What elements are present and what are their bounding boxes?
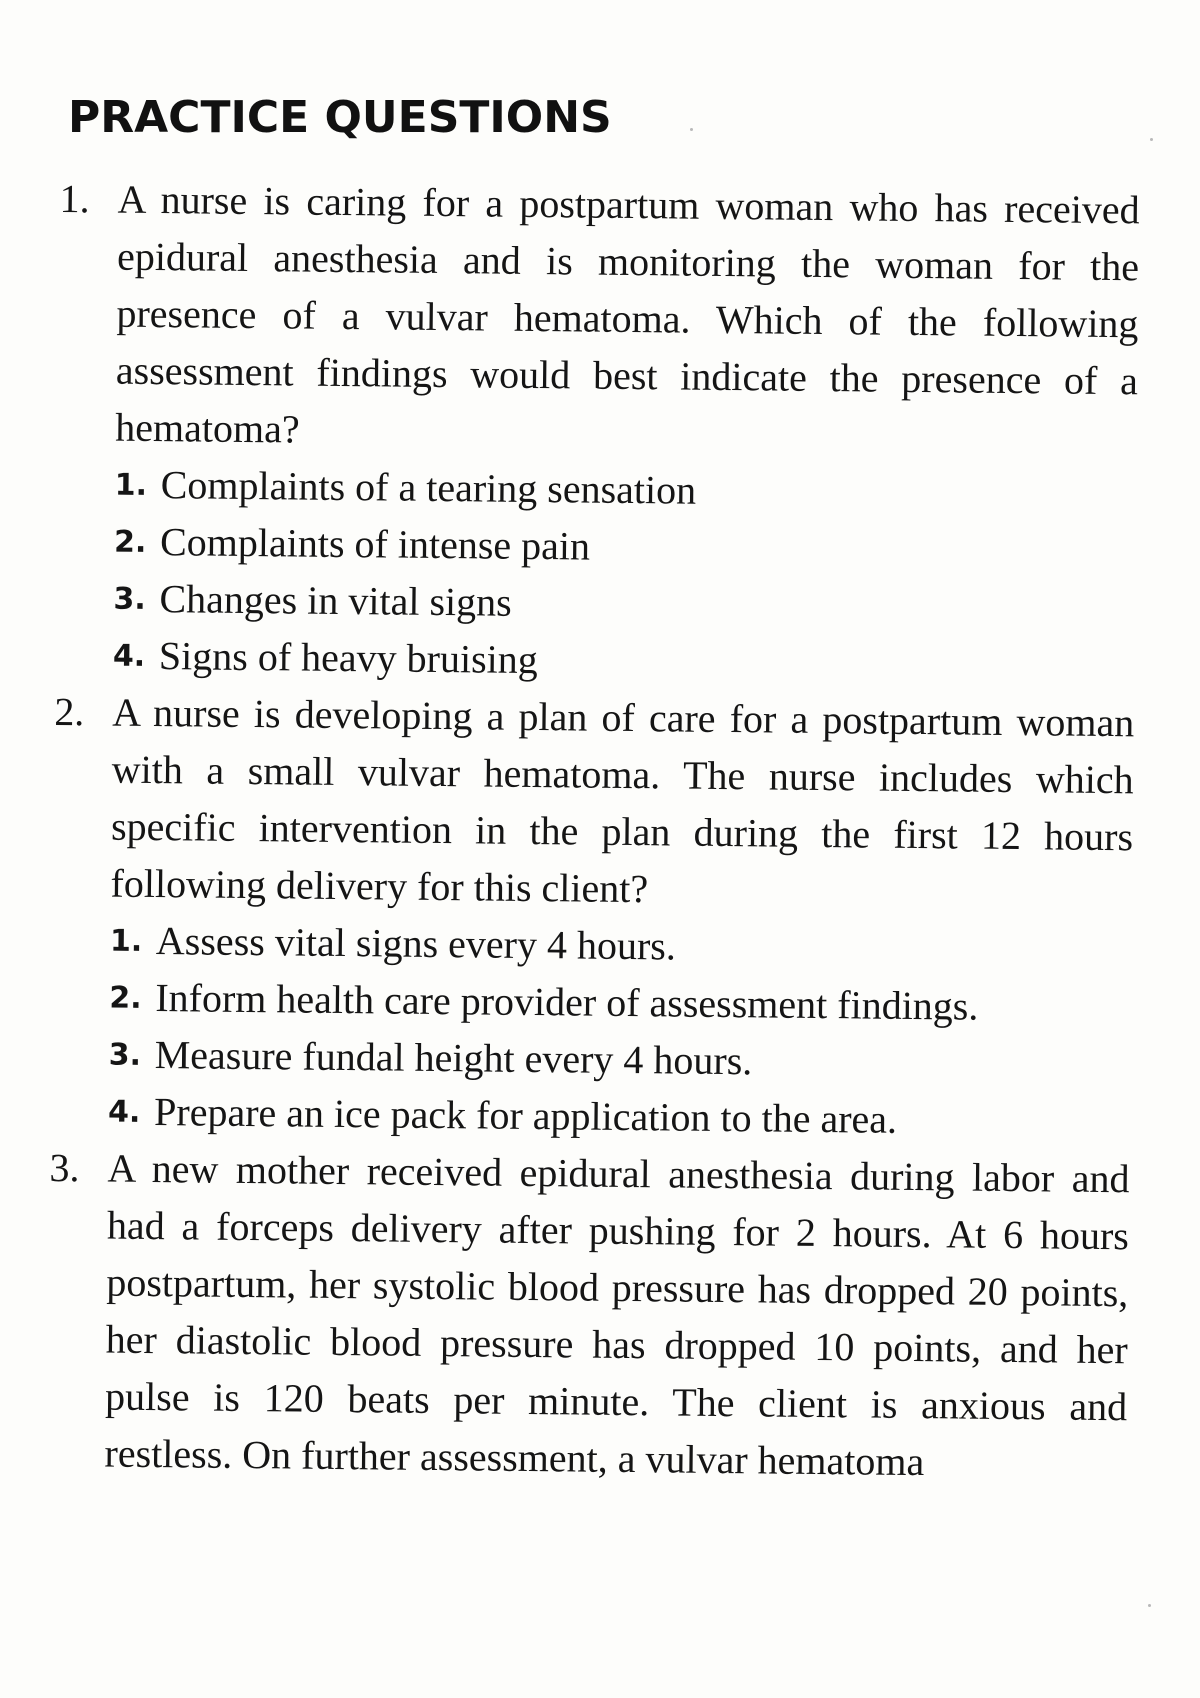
question-text: A nurse is caring for a postpartum woman who has received epidural anesthesia and is monitoring the woman for the presence of a vulvar hematoma. Which of the following assessment findings would best indicate the presence of a hematoma? — [115, 176, 1140, 452]
option-text: Complaints of a tearing sensation — [160, 462, 697, 513]
question-number: 1. — [59, 175, 90, 222]
answer-option — [108, 1083, 1131, 1151]
option-number: 4. — [107, 1094, 141, 1130]
option-number: 4. — [112, 638, 146, 674]
question-stem — [46, 1139, 1130, 1492]
option-number: 2. — [109, 980, 142, 1016]
question-stem — [57, 170, 1140, 466]
option-number: 2. — [113, 524, 147, 560]
answer-option — [108, 1026, 1131, 1094]
question-block — [55, 170, 1140, 694]
question-number: 2. — [54, 688, 85, 735]
answer-options — [55, 455, 1137, 694]
answer-option — [114, 513, 1137, 581]
option-text: Changes in vital signs — [159, 576, 512, 625]
question-number: 3. — [49, 1144, 80, 1191]
scan-speck — [690, 128, 693, 131]
answer-option — [114, 456, 1137, 524]
answer-option — [113, 570, 1136, 638]
option-number: 3. — [113, 581, 146, 617]
questions-list — [46, 170, 1140, 1492]
question-stem — [52, 683, 1134, 922]
option-number: 3. — [108, 1037, 142, 1073]
option-text: Inform health care provider of assessment findings. — [155, 975, 979, 1029]
option-number: 1. — [114, 467, 148, 503]
question-block — [50, 683, 1135, 1150]
option-number: 1. — [109, 923, 143, 959]
answer-option — [110, 912, 1133, 980]
question-text: A new mother received epidural anesthesia during labor and had a forceps delivery after pushing for 2 hours. At 6 hours postpartum, her systolic blood pressure has dropped 20 points, her diastolic blood pressure has dropped 10 points, and her pulse is 120 beats per minute. The client is anxious and restless. On further assessment, a vulvar hematoma — [104, 1145, 1130, 1485]
answer-option — [113, 627, 1136, 695]
question-block — [46, 1139, 1130, 1492]
option-text: Signs of heavy bruising — [158, 633, 539, 683]
option-text: Assess vital signs every 4 hours. — [155, 918, 677, 969]
answer-options — [50, 911, 1132, 1150]
option-text: Prepare an ice pack for application to the area. — [153, 1089, 898, 1142]
section-heading: PRACTICE QUESTIONS — [68, 92, 612, 143]
answer-option — [109, 969, 1132, 1037]
option-text: Measure fundal height every 4 hours. — [154, 1032, 753, 1084]
option-text: Complaints of intense pain — [159, 519, 591, 569]
question-text: A nurse is developing a plan of care for a postpartum woman with a small vulvar hematoma. The nurse includes which specific intervention in the plan during the first 12 hours following delivery for this client? — [110, 689, 1135, 912]
scan-speck — [1148, 1604, 1151, 1607]
scan-speck — [1150, 138, 1153, 141]
